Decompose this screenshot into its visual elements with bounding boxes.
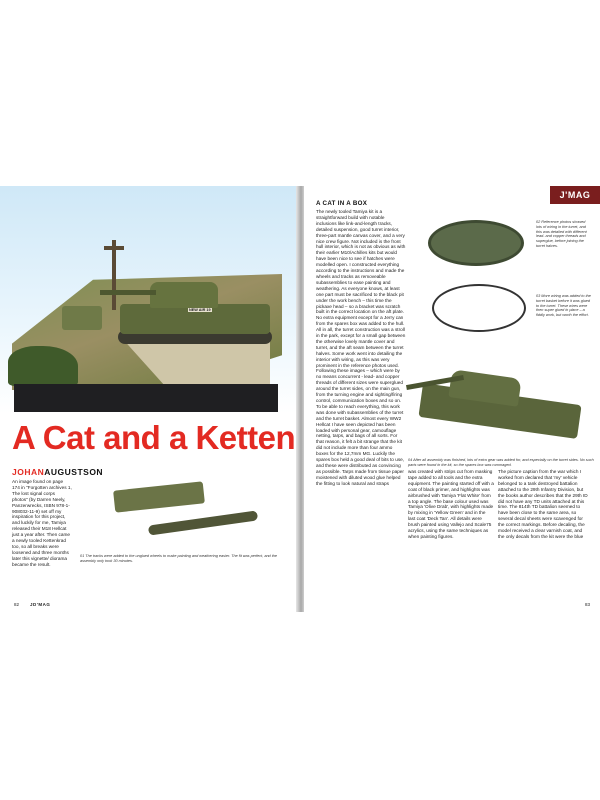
author-last-name: AUGUSTSON — [44, 467, 104, 477]
vehicle-marking: NEW AIR 19 — [189, 308, 211, 312]
photo-track-run — [148, 510, 258, 535]
page-number-left: 82 — [14, 602, 20, 607]
folio-magazine-name: JD'MAG — [30, 602, 51, 607]
kettenkrad-model — [62, 306, 102, 330]
diorama-base — [14, 384, 278, 412]
turret-basket-photo — [424, 276, 534, 346]
turret-interior-photo — [410, 212, 534, 274]
assembled-hellcat-photo — [410, 354, 592, 454]
body-column-2: was created with strips cut from masking tape added to all tools and the extra equipment. The painting started off with a coat of black primer, and highlights was airbrushed with Tamiya 'Flat White' from a top angle. The base colour used was Tamiya 'Olive Drab', with highlights made by mixing in 'Yellow Green' and in the last coat 'Deck Tan'. All details were brush painted using Vallejo and Scale75 acrylics, using the same techniques as when painting figures. — [408, 469, 494, 539]
intro-paragraph: An image found on page 174 in "Forgotten archives 1, The lost signal corps photos" (by Darren Neely, Panzerwrecks, ISBN 978-1-908032-11-9) set off my inspiration for this project, and luckily for me, Tamiya released their M18 Hellcat just a year after. Then came a newly tooled Kettenkrad too, so all breaks were loosened and three months later this vignette/ diorama became the result. — [12, 479, 72, 567]
body-column-3: The picture caption from the war which I worked from declared that 'my' vehicle belonged to a tank destroyed battalion attached to the 29th Infantry Division, but the books author describes that the 29th ID did not have any TD units attached at this time. The 814th TD battalion seemed to have been close to the same area, so several decal sheets were scavenged for the correct markings. Before decaling, the model received a clear varnish coat, and the only decals from the kit were the blue — [498, 469, 588, 539]
author-first-name: JOHAN — [12, 467, 45, 477]
photo-hull — [113, 481, 205, 512]
diorama-foliage — [8, 346, 78, 386]
magazine-spread — [0, 186, 600, 612]
caption-04: 04 After all assembly was finished, lots of extra gear was added for, and especially on the turret sides. No such parts were found in the kit, so the spares box was rummaged. — [408, 458, 594, 467]
hero-diorama-photo — [0, 186, 300, 413]
hellcat-gun — [100, 290, 156, 295]
caption-01: 01 The tracks were added to the unglued wheels to make painting and weathering easier. The fit was perfect, and the assembly only took 30 minutes. — [80, 554, 277, 563]
article-title: A Cat and a Ketten — [12, 419, 296, 456]
turret-ring — [428, 220, 524, 266]
body-column-1: The newly tooled Tamiya kit is a straightforward build with notable inclusions like link-and-length tracks, detailed suspension, good turret interior, three-part mantle canvas cover, and a very nice crew figure. Not included is the front hull interior, which is not as obvious as with their earlier M10/Achilles kits but would have been nice to see if hatches were modelled open. I constructed everything according to the instructions and made the wheels and tracks as removeable subassemblies to ease painting and weathering. As everyone knows, at least one part must be sacrificed to the black pit under the work bench – this time the pickaxe head – so a bracket was scratch built in the correct location on the aft plate. No extra equipment except for a Jerry can from the spares box was added to the hull. All in all, the turret construction was a stroll in the park, except for a small gap between the otherwise lovely mantle cover and turret, and the aft seam between the turret halves. Some work went into detailing the interior with wiring, as this was very prominent in the reference photos used. Following these images – which were by no means concurrent - lead- and copper threads of different sizes were superglued around the turret sides, on the main gun, from the turning engine and sighting/firing control, communication boxes and so on. To be able to reach everything, this work was done with subassemblies of the turret and the turret basket. Almost every WW2 Hellcat I have seen depicted has been loaded with personal gear, camouflage netting, tarps, and bags of all sorts. For that reason, it felt a bit strange that the kit did not include more than four ammo boxes for the 12,7mm MG. Luckily the spares box held a good deal of bits to use, and these were distributed as convincing as possible. Tarps made from tissue paper moistened with diluted wood glue helped the fitting to look natural and straps — [316, 209, 406, 486]
turret-basket-ring — [432, 284, 526, 332]
section-heading: A CAT IN A BOX — [316, 200, 368, 207]
hull-and-track-photo — [78, 478, 288, 548]
magazine-logo: J'MAG — [550, 186, 600, 204]
right-page — [304, 186, 600, 612]
hellcat-turret — [150, 282, 218, 308]
wayside-cross — [112, 240, 116, 310]
page-number-right: 83 — [584, 602, 590, 607]
left-page — [0, 186, 300, 612]
caption-03: 03 More wiring was added to the turret basket before it was glued to the turret. These wires were then super glued in place – a fiddly work, but worth the effort. — [536, 294, 591, 318]
author-byline — [12, 467, 103, 477]
caption-02: 02 Reference photos showed lots of wiring in the turret, and this was detailed with different lead- and copper threads and superglue, before joining the turret halves. — [536, 220, 587, 248]
